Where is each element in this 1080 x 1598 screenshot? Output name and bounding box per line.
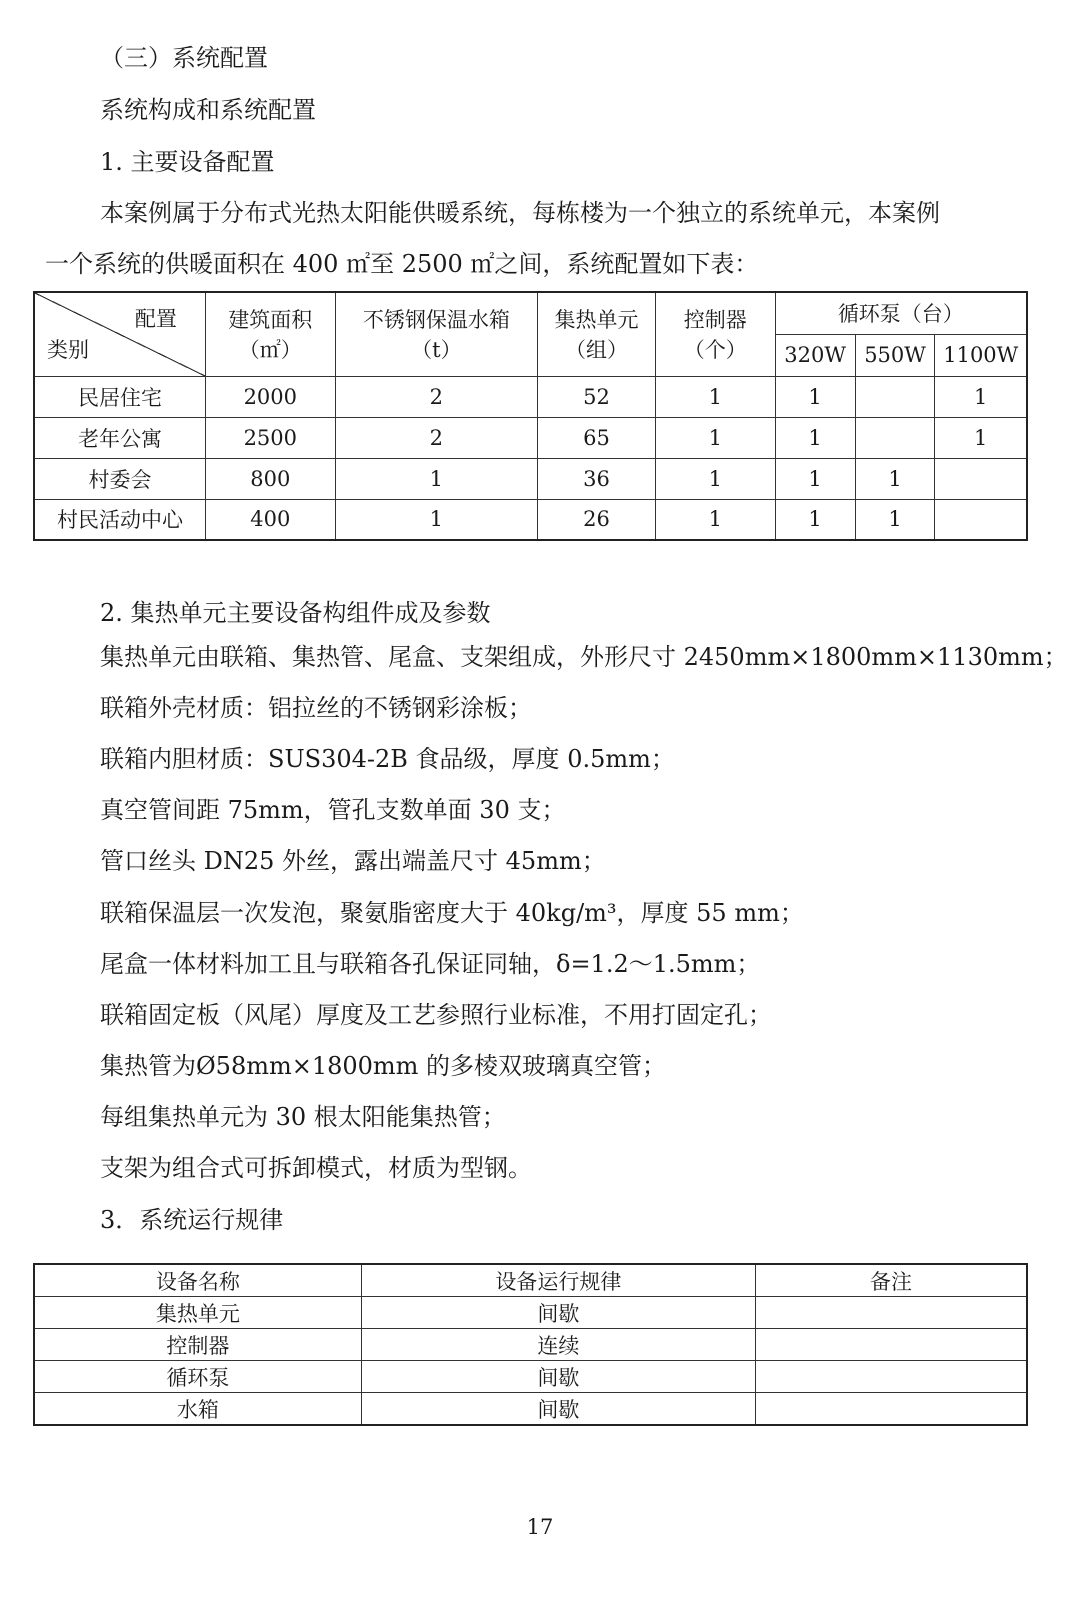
cell-run-rule: 间歇 (361, 1361, 755, 1393)
header-pump-320w: 320W (775, 334, 855, 376)
header-pump-1100w: 1100W (935, 334, 1027, 376)
table-row (34, 417, 1027, 458)
header-pump: 循环泵（台） (775, 292, 1027, 334)
cell-device-name: 水箱 (34, 1393, 361, 1426)
cell-note (756, 1393, 1027, 1426)
table-row (34, 1297, 1027, 1329)
param-line: 每组集热单元为 30 根太阳能集热管； (100, 1103, 506, 1131)
cell-pump-1100w (935, 499, 1027, 540)
table-row (34, 499, 1027, 540)
cell-run-rule: 间歇 (361, 1297, 755, 1329)
cell-pump-550w (855, 376, 935, 417)
corner-header-config: 配置 (134, 307, 177, 331)
param-line: 联箱外壳材质：铝拉丝的不锈钢彩涂板； (100, 694, 532, 722)
corner-header-cell (34, 292, 205, 376)
cell-pump-1100w (935, 458, 1027, 499)
cell-controller: 1 (655, 376, 775, 417)
cell-area: 2500 (205, 417, 335, 458)
cell-tank: 2 (335, 376, 537, 417)
cell-collector: 26 (538, 499, 656, 540)
item1-title: 1. 主要设备配置 (100, 148, 275, 176)
table-row (34, 1329, 1027, 1361)
cell-tank: 2 (335, 417, 537, 458)
cell-pump-550w (855, 417, 935, 458)
cell-area: 2000 (205, 376, 335, 417)
param-line: 管口丝头 DN25 外丝，露出端盖尺寸 45mm； (100, 847, 606, 875)
header-collector: 集热单元 （组） (538, 292, 656, 376)
param-line: 集热管为Ø58mm×1800mm 的多棱双玻璃真空管； (100, 1052, 667, 1080)
param-line: 联箱固定板（风尾）厚度及工艺参照行业标准，不用打固定孔； (100, 1001, 772, 1029)
cell-pump-1100w: 1 (935, 376, 1027, 417)
header-note: 备注 (756, 1264, 1027, 1297)
param-line: 集热单元由联箱、集热管、尾盒、支架组成，外形尺寸 2450mm×1800mm×1130mm； (100, 643, 1068, 671)
cell-area: 400 (205, 499, 335, 540)
cell-pump-320w: 1 (775, 417, 855, 458)
cell-pump-550w: 1 (855, 499, 935, 540)
cell-collector: 52 (538, 376, 656, 417)
header-device-name: 设备名称 (34, 1264, 361, 1297)
run-table (33, 1263, 1028, 1426)
table-row (34, 1361, 1027, 1393)
intro-paragraph-line1: 本案例属于分布式光热太阳能供暖系统，每栋楼为一个独立的系统单元，本案例 (100, 199, 940, 227)
cell-run-rule: 连续 (361, 1329, 755, 1361)
cell-controller: 1 (655, 417, 775, 458)
cell-pump-320w: 1 (775, 499, 855, 540)
cell-category: 村委会 (34, 458, 205, 499)
cell-category: 民居住宅 (34, 376, 205, 417)
item3-title: 3．系统运行规律 (100, 1206, 284, 1234)
param-line: 支架为组合式可拆卸模式，材质为型钢。 (100, 1154, 532, 1182)
item2-title: 2. 集热单元主要设备构组件成及参数 (100, 599, 491, 627)
cell-collector: 36 (538, 458, 656, 499)
cell-device-name: 循环泵 (34, 1361, 361, 1393)
cell-controller: 1 (655, 499, 775, 540)
cell-pump-1100w: 1 (935, 417, 1027, 458)
page-number: 17 (526, 1515, 554, 1539)
cell-note (756, 1361, 1027, 1393)
table-row (34, 1393, 1027, 1426)
section-heading: （三）系统配置 (100, 44, 268, 72)
cell-pump-550w: 1 (855, 458, 935, 499)
cell-tank: 1 (335, 458, 537, 499)
corner-header-category: 类别 (47, 337, 89, 362)
cell-category: 村民活动中心 (34, 499, 205, 540)
config-table (33, 291, 1028, 541)
cell-note (756, 1297, 1027, 1329)
param-line: 联箱内胆材质：SUS304-2B 食品级，厚度 0.5mm； (100, 745, 675, 773)
cell-pump-320w: 1 (775, 376, 855, 417)
header-area: 建筑面积 （㎡） (205, 292, 335, 376)
header-pump-550w: 550W (855, 334, 935, 376)
cell-category: 老年公寓 (34, 417, 205, 458)
table-row (34, 458, 1027, 499)
param-line: 真空管间距 75mm，管孔支数单面 30 支； (100, 796, 566, 824)
cell-area: 800 (205, 458, 335, 499)
cell-run-rule: 间歇 (361, 1393, 755, 1426)
intro-paragraph-line2: 一个系统的供暖面积在 400 ㎡至 2500 ㎡之间，系统配置如下表： (45, 250, 759, 278)
param-line: 尾盒一体材料加工且与联箱各孔保证同轴，δ=1.2～1.5mm； (100, 950, 761, 978)
cell-note (756, 1329, 1027, 1361)
param-line: 联箱保温层一次发泡，聚氨脂密度大于 40kg/m³，厚度 55 mm； (100, 899, 804, 927)
header-run-rule: 设备运行规律 (361, 1264, 755, 1297)
table-row (34, 376, 1027, 417)
section-subheading: 系统构成和系统配置 (100, 96, 316, 124)
cell-pump-320w: 1 (775, 458, 855, 499)
cell-collector: 65 (538, 417, 656, 458)
cell-controller: 1 (655, 458, 775, 499)
header-tank: 不锈钢保温水箱 （t） (335, 292, 537, 376)
header-controller: 控制器 （个） (655, 292, 775, 376)
cell-tank: 1 (335, 499, 537, 540)
cell-device-name: 控制器 (34, 1329, 361, 1361)
run-table-header (34, 1264, 1027, 1297)
cell-device-name: 集热单元 (34, 1297, 361, 1329)
